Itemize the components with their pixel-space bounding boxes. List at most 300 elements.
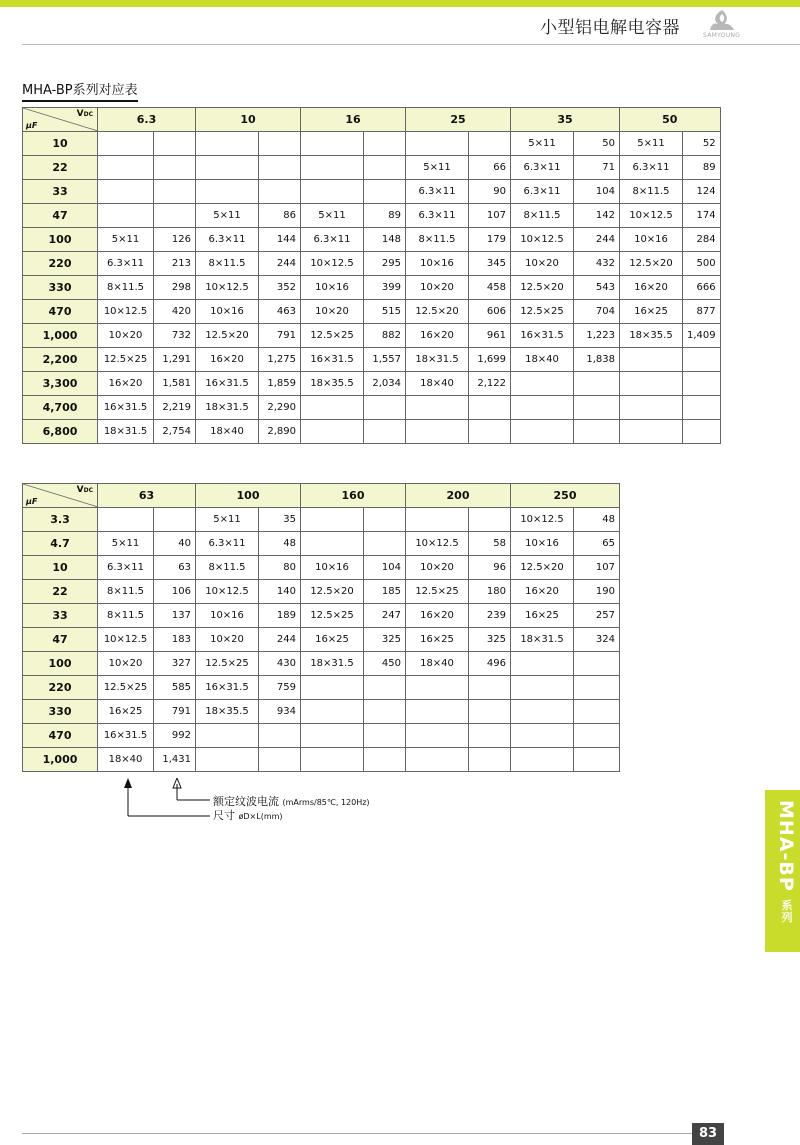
voltage-header: 25 [406, 108, 511, 132]
size-cell: 10×12.5 [98, 300, 154, 324]
size-cell: 5×11 [196, 204, 259, 228]
size-cell: 18×40 [406, 372, 469, 396]
size-cell: 12.5×25 [511, 300, 574, 324]
ripple-current-cell [364, 132, 406, 156]
table-row [23, 748, 620, 772]
ripple-current-cell [574, 372, 620, 396]
size-cell: 18×35.5 [301, 372, 364, 396]
table-row [23, 676, 620, 700]
size-cell: 6.3×11 [98, 252, 154, 276]
top-accent-bar [0, 0, 800, 7]
capacitance-cell: 2,200 [23, 348, 98, 372]
footer-divider [22, 1133, 692, 1134]
size-cell: 12.5×25 [301, 604, 364, 628]
ripple-current-cell [683, 348, 721, 372]
size-cell [406, 420, 469, 444]
size-cell: 10×20 [406, 276, 469, 300]
ripple-current-cell: 142 [574, 204, 620, 228]
ripple-current-cell: 992 [154, 724, 196, 748]
ripple-current-cell: 48 [259, 532, 301, 556]
ripple-current-cell: 585 [154, 676, 196, 700]
capacitance-cell: 220 [23, 676, 98, 700]
ripple-current-cell: 144 [259, 228, 301, 252]
ripple-current-cell: 35 [259, 508, 301, 532]
table-row [23, 348, 721, 372]
ripple-current-cell: 345 [469, 252, 511, 276]
ripple-current-cell: 185 [364, 580, 406, 604]
size-cell: 18×31.5 [511, 628, 574, 652]
capacitance-cell: 47 [23, 628, 98, 652]
ripple-current-cell: 934 [259, 700, 301, 724]
size-cell: 16×31.5 [301, 348, 364, 372]
page-header-title: 小型铝电解电容器 [540, 18, 680, 38]
capacitance-cell: 6,800 [23, 420, 98, 444]
ripple-current-cell: 1,431 [154, 748, 196, 772]
capacitance-cell: 100 [23, 652, 98, 676]
voltage-header: 6.3 [98, 108, 196, 132]
voltage-header: 63 [98, 484, 196, 508]
size-cell: 10×20 [98, 324, 154, 348]
capacitance-unit: μF [26, 121, 38, 130]
ripple-current-cell [364, 508, 406, 532]
ripple-current-cell: 877 [683, 300, 721, 324]
table-row [23, 580, 620, 604]
size-cell: 16×25 [620, 300, 683, 324]
ripple-current-cell [154, 132, 196, 156]
table-row [23, 604, 620, 628]
ripple-current-cell [683, 420, 721, 444]
size-cell: 12.5×20 [511, 276, 574, 300]
size-cell: 16×31.5 [511, 324, 574, 348]
samyoung-logo-icon [707, 8, 737, 34]
size-cell: 10×12.5 [98, 628, 154, 652]
ripple-current-cell: 244 [259, 252, 301, 276]
size-cell [620, 396, 683, 420]
ripple-current-cell: 961 [469, 324, 511, 348]
table-row [23, 508, 620, 532]
size-cell: 16×20 [511, 580, 574, 604]
table-row [23, 652, 620, 676]
size-cell: 5×11 [98, 228, 154, 252]
capacitance-cell: 22 [23, 580, 98, 604]
size-cell [511, 372, 574, 396]
size-cell: 10×16 [620, 228, 683, 252]
capacitance-cell: 10 [23, 556, 98, 580]
ripple-current-cell: 107 [574, 556, 620, 580]
capacitance-cell: 3,300 [23, 372, 98, 396]
ripple-current-cell: 759 [259, 676, 301, 700]
size-cell: 6.3×11 [620, 156, 683, 180]
table-row [23, 180, 721, 204]
capacitance-cell: 100 [23, 228, 98, 252]
size-cell [301, 724, 364, 748]
ripple-current-cell [574, 724, 620, 748]
size-cell: 16×20 [406, 604, 469, 628]
size-cell: 16×20 [406, 324, 469, 348]
ripple-current-cell: 58 [469, 532, 511, 556]
size-cell: 10×12.5 [511, 228, 574, 252]
ripple-current-cell: 2,754 [154, 420, 196, 444]
ripple-current-cell [364, 156, 406, 180]
size-cell [301, 676, 364, 700]
ripple-current-cell [259, 132, 301, 156]
size-cell: 12.5×20 [196, 324, 259, 348]
ripple-current-cell: 2,290 [259, 396, 301, 420]
ripple-current-cell: 174 [683, 204, 721, 228]
ripple-current-cell: 107 [469, 204, 511, 228]
capacitance-cell: 3.3 [23, 508, 98, 532]
ripple-current-cell: 52 [683, 132, 721, 156]
size-cell: 16×31.5 [98, 396, 154, 420]
ripple-current-cell [259, 156, 301, 180]
voltage-unit: VDC [76, 485, 93, 495]
capacitance-cell: 4,700 [23, 396, 98, 420]
size-cell: 12.5×20 [301, 580, 364, 604]
voltage-header: 35 [511, 108, 620, 132]
ripple-current-cell: 48 [574, 508, 620, 532]
ripple-current-cell: 1,699 [469, 348, 511, 372]
size-cell [196, 156, 259, 180]
voltage-header: 50 [620, 108, 721, 132]
ripple-current-cell: 244 [259, 628, 301, 652]
size-cell: 6.3×11 [196, 532, 259, 556]
table-row [23, 372, 721, 396]
size-cell: 10×16 [511, 532, 574, 556]
ripple-current-cell: 2,890 [259, 420, 301, 444]
ripple-current-cell: 399 [364, 276, 406, 300]
size-cell: 8×11.5 [98, 276, 154, 300]
table-row [23, 132, 721, 156]
size-cell [620, 420, 683, 444]
size-cell: 6.3×11 [301, 228, 364, 252]
size-cell: 16×25 [301, 628, 364, 652]
capacitance-cell: 1,000 [23, 324, 98, 348]
table-row [23, 300, 721, 324]
size-cell: 6.3×11 [511, 156, 574, 180]
ripple-current-cell: 325 [364, 628, 406, 652]
ripple-current-cell [154, 180, 196, 204]
capacitance-cell: 330 [23, 276, 98, 300]
size-cell: 6.3×11 [98, 556, 154, 580]
ripple-current-cell: 104 [364, 556, 406, 580]
ripple-current-cell [154, 156, 196, 180]
ripple-current-cell [469, 132, 511, 156]
size-cell [301, 748, 364, 772]
size-cell: 10×20 [196, 628, 259, 652]
size-cell: 8×11.5 [620, 180, 683, 204]
ripple-current-cell: 704 [574, 300, 620, 324]
table-row [23, 252, 721, 276]
ripple-current-cell: 96 [469, 556, 511, 580]
size-cell [301, 396, 364, 420]
size-cell: 16×25 [406, 628, 469, 652]
ripple-current-cell [364, 420, 406, 444]
ripple-current-cell [364, 700, 406, 724]
ripple-current-cell: 126 [154, 228, 196, 252]
size-cell [511, 700, 574, 724]
ripple-current-cell: 791 [259, 324, 301, 348]
ripple-current-cell: 1,409 [683, 324, 721, 348]
size-cell: 16×31.5 [196, 372, 259, 396]
ripple-current-cell: 2,219 [154, 396, 196, 420]
ripple-current-cell: 1,275 [259, 348, 301, 372]
table-row [23, 204, 721, 228]
ripple-current-cell [154, 508, 196, 532]
ripple-current-cell: 247 [364, 604, 406, 628]
size-cell: 10×12.5 [406, 532, 469, 556]
size-cell [406, 396, 469, 420]
ripple-current-cell [364, 748, 406, 772]
ripple-current-cell [469, 724, 511, 748]
ripple-current-cell: 1,291 [154, 348, 196, 372]
size-cell [301, 156, 364, 180]
ripple-current-cell: 124 [683, 180, 721, 204]
size-cell: 10×12.5 [620, 204, 683, 228]
size-cell [511, 652, 574, 676]
ripple-current-cell: 2,034 [364, 372, 406, 396]
size-cell: 6.3×11 [406, 180, 469, 204]
capacitance-cell: 33 [23, 180, 98, 204]
ripple-current-cell: 66 [469, 156, 511, 180]
ripple-current-cell: 89 [364, 204, 406, 228]
size-cell [406, 132, 469, 156]
ripple-current-cell: 189 [259, 604, 301, 628]
ripple-current-cell: 104 [574, 180, 620, 204]
size-cell: 8×11.5 [511, 204, 574, 228]
ripple-current-cell [469, 748, 511, 772]
table-row [23, 276, 721, 300]
ripple-current-cell [683, 372, 721, 396]
voltage-header: 100 [196, 484, 301, 508]
ripple-current-cell [364, 396, 406, 420]
ripple-current-cell: 148 [364, 228, 406, 252]
size-cell: 5×11 [620, 132, 683, 156]
size-cell [196, 724, 259, 748]
voltage-header: 250 [511, 484, 620, 508]
table-row [23, 700, 620, 724]
spec-table-high-voltage [22, 483, 620, 772]
size-cell: 16×20 [620, 276, 683, 300]
ripple-current-cell: 298 [154, 276, 196, 300]
ripple-current-cell: 430 [259, 652, 301, 676]
ripple-current-cell: 450 [364, 652, 406, 676]
ripple-current-cell: 179 [469, 228, 511, 252]
ripple-current-cell: 40 [154, 532, 196, 556]
size-cell [98, 180, 154, 204]
size-cell: 12.5×20 [511, 556, 574, 580]
size-cell [301, 420, 364, 444]
size-cell: 5×11 [98, 532, 154, 556]
logo-text: SAMYOUNG [703, 32, 741, 39]
size-cell: 6.3×11 [196, 228, 259, 252]
size-cell: 10×16 [196, 300, 259, 324]
table-row [23, 628, 620, 652]
ripple-current-cell [574, 396, 620, 420]
ripple-current-cell: 89 [683, 156, 721, 180]
size-cell: 18×40 [406, 652, 469, 676]
size-cell: 12.5×25 [98, 676, 154, 700]
legend-size: 尺寸 øD×L(mm) [213, 809, 283, 822]
size-cell: 8×11.5 [196, 252, 259, 276]
size-cell: 18×35.5 [196, 700, 259, 724]
size-cell [620, 372, 683, 396]
size-cell: 10×20 [301, 300, 364, 324]
size-cell: 16×20 [98, 372, 154, 396]
page-number: 83 [692, 1123, 724, 1145]
size-cell: 12.5×20 [406, 300, 469, 324]
ripple-current-cell: 791 [154, 700, 196, 724]
ripple-current-cell [469, 420, 511, 444]
ripple-current-cell: 1,838 [574, 348, 620, 372]
ripple-current-cell: 295 [364, 252, 406, 276]
ripple-current-cell: 80 [259, 556, 301, 580]
capacitance-cell: 1,000 [23, 748, 98, 772]
ripple-current-cell: 244 [574, 228, 620, 252]
ripple-current-cell: 432 [574, 252, 620, 276]
ripple-current-cell [574, 700, 620, 724]
size-cell: 18×31.5 [301, 652, 364, 676]
size-cell: 18×40 [98, 748, 154, 772]
size-cell [98, 204, 154, 228]
ripple-current-cell [683, 396, 721, 420]
size-cell: 10×16 [196, 604, 259, 628]
size-cell: 10×12.5 [301, 252, 364, 276]
ripple-current-cell: 1,223 [574, 324, 620, 348]
ripple-current-cell [574, 676, 620, 700]
ripple-current-cell [154, 204, 196, 228]
table-row [23, 532, 620, 556]
voltage-header: 160 [301, 484, 406, 508]
size-cell: 5×11 [301, 204, 364, 228]
capacitance-cell: 22 [23, 156, 98, 180]
ripple-current-cell: 882 [364, 324, 406, 348]
size-cell: 16×31.5 [196, 676, 259, 700]
size-cell: 16×25 [98, 700, 154, 724]
ripple-current-cell [364, 180, 406, 204]
size-cell: 10×20 [406, 556, 469, 580]
ripple-current-cell: 257 [574, 604, 620, 628]
size-cell [620, 348, 683, 372]
voltage-header: 16 [301, 108, 406, 132]
ripple-current-cell: 327 [154, 652, 196, 676]
ripple-current-cell: 325 [469, 628, 511, 652]
ripple-current-cell [574, 652, 620, 676]
size-cell: 18×40 [196, 420, 259, 444]
size-cell: 10×16 [301, 556, 364, 580]
voltage-header: 200 [406, 484, 511, 508]
ripple-current-cell: 543 [574, 276, 620, 300]
ripple-current-cell: 500 [683, 252, 721, 276]
ripple-current-cell: 496 [469, 652, 511, 676]
ripple-current-cell: 137 [154, 604, 196, 628]
table-corner-header [23, 108, 98, 132]
size-cell [196, 748, 259, 772]
size-cell [406, 508, 469, 532]
ripple-current-cell: 65 [574, 532, 620, 556]
size-cell: 12.5×25 [98, 348, 154, 372]
section-title: MHA-BP系列对应表 [22, 79, 138, 102]
size-cell: 18×40 [511, 348, 574, 372]
size-cell [196, 180, 259, 204]
table-row [23, 556, 620, 580]
capacitance-unit: μF [26, 497, 38, 506]
ripple-current-cell: 140 [259, 580, 301, 604]
size-cell: 12.5×25 [301, 324, 364, 348]
ripple-current-cell: 1,859 [259, 372, 301, 396]
size-cell: 6.3×11 [406, 204, 469, 228]
ripple-current-cell: 2,122 [469, 372, 511, 396]
size-cell: 16×25 [511, 604, 574, 628]
ripple-current-cell: 1,581 [154, 372, 196, 396]
table-corner-header [23, 484, 98, 508]
capacitance-cell: 47 [23, 204, 98, 228]
series-side-tab-label: MHA-BP 系列 [775, 800, 797, 924]
size-cell: 6.3×11 [511, 180, 574, 204]
size-cell: 8×11.5 [98, 604, 154, 628]
size-cell [301, 700, 364, 724]
ripple-current-cell: 284 [683, 228, 721, 252]
ripple-current-cell: 606 [469, 300, 511, 324]
size-cell: 16×31.5 [98, 724, 154, 748]
size-cell [301, 180, 364, 204]
size-cell: 10×20 [511, 252, 574, 276]
table-row [23, 156, 721, 180]
ripple-current-cell [364, 676, 406, 700]
table-row [23, 724, 620, 748]
ripple-current-cell: 352 [259, 276, 301, 300]
capacitance-cell: 470 [23, 300, 98, 324]
ripple-current-cell [469, 676, 511, 700]
size-cell: 10×12.5 [196, 276, 259, 300]
header-divider [22, 44, 800, 45]
ripple-current-cell: 239 [469, 604, 511, 628]
capacitance-cell: 220 [23, 252, 98, 276]
ripple-current-cell [574, 748, 620, 772]
ripple-current-cell: 90 [469, 180, 511, 204]
size-cell [301, 508, 364, 532]
ripple-current-cell: 463 [259, 300, 301, 324]
size-cell: 18×31.5 [98, 420, 154, 444]
ripple-current-cell [259, 724, 301, 748]
size-cell [511, 420, 574, 444]
size-cell [406, 676, 469, 700]
ripple-current-cell: 1,557 [364, 348, 406, 372]
size-cell: 18×35.5 [620, 324, 683, 348]
size-cell [196, 132, 259, 156]
size-cell [406, 748, 469, 772]
ripple-current-cell [364, 724, 406, 748]
size-cell: 12.5×20 [620, 252, 683, 276]
size-cell [511, 748, 574, 772]
size-cell: 10×16 [301, 276, 364, 300]
ripple-current-cell: 420 [154, 300, 196, 324]
ripple-current-cell [574, 420, 620, 444]
size-cell [98, 156, 154, 180]
ripple-current-cell: 515 [364, 300, 406, 324]
ripple-current-cell [259, 180, 301, 204]
size-cell: 12.5×25 [406, 580, 469, 604]
ripple-current-cell: 63 [154, 556, 196, 580]
ripple-current-cell: 666 [683, 276, 721, 300]
ripple-current-cell: 458 [469, 276, 511, 300]
ripple-current-cell: 324 [574, 628, 620, 652]
table-row [23, 228, 721, 252]
size-cell: 8×11.5 [98, 580, 154, 604]
capacitance-cell: 4.7 [23, 532, 98, 556]
size-cell [301, 532, 364, 556]
capacitance-cell: 10 [23, 132, 98, 156]
ripple-current-cell [469, 700, 511, 724]
